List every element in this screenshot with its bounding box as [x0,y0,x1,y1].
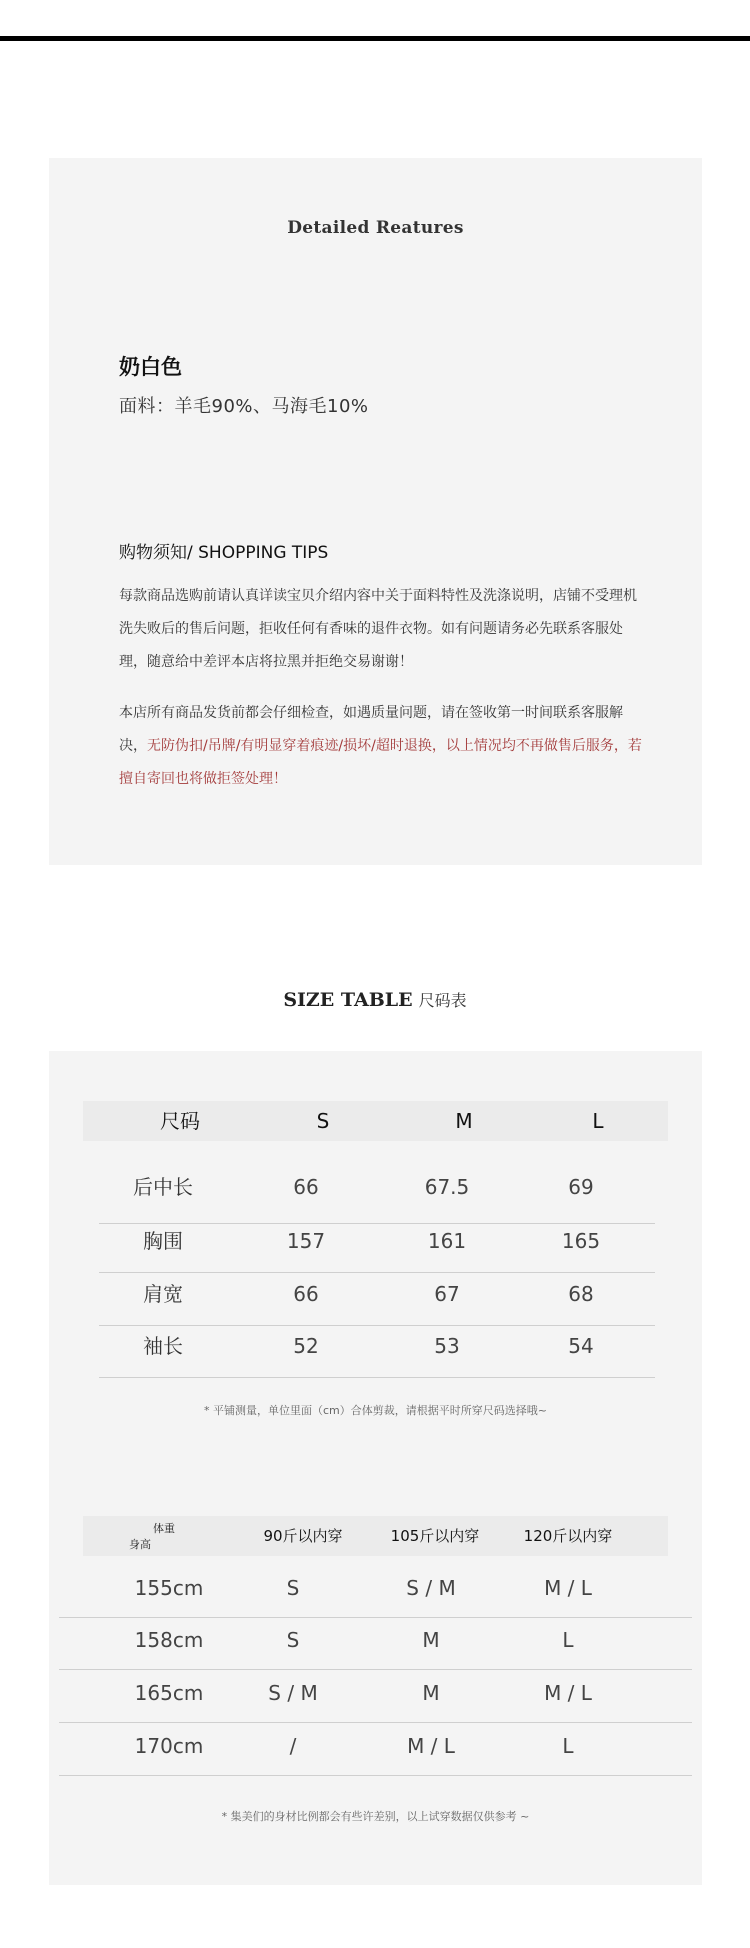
size-row-value-m: 67 [434,1282,460,1306]
size-row-value-s: 157 [286,1229,326,1253]
fit-row-height: 165cm [134,1681,204,1705]
fit-row-value-105: M / L [407,1734,455,1758]
fit-row-value-90: S [286,1576,300,1600]
product-color-name: 奶白色 [119,355,182,379]
fit-row [59,1625,692,1670]
size-measurement-note: * 平铺测量，单位里面（cm）合体剪裁，请根据平时所穿尺码选择哦~ [204,1404,547,1417]
size-header-s: S [316,1109,330,1133]
size-row-name: 后中长 [133,1175,193,1199]
fit-row-value-90: S / M [268,1681,318,1705]
fit-row-value-90: S [286,1628,300,1652]
fit-header-120: 120斤以内穿 [523,1527,613,1545]
size-row [99,1172,655,1224]
fit-header-105: 105斤以内穿 [390,1527,480,1545]
fit-header-corner [129,1520,199,1552]
details-panel [49,158,702,865]
tips-paragraph-2-warning: 无防伪扣/吊牌/有明显穿着痕迹/损坏/超时退换，以上情况均不再做售后服务，若擅自寄回也将做拒签处理！ [119,738,642,787]
size-row-value-s: 66 [293,1282,319,1306]
size-table-heading-cn: 尺码表 [418,991,467,1010]
fit-chart-header [83,1516,668,1556]
size-table-heading [0,988,750,1011]
fabric-composition: 面料：羊毛90%、马海毛10% [119,396,369,417]
tips-paragraph-2-lead: 本店所有商品发货前都会仔细检查，如遇质量问题，请在签收第一时间联系客服解决， [119,705,623,754]
fit-row-value-105: M [422,1628,440,1652]
size-chart-header [83,1101,668,1141]
fit-header-height-label: 身高 [129,1538,151,1551]
details-title: Detailed Reatures [287,218,464,238]
fit-header-90: 90斤以内穿 [263,1527,343,1545]
size-panel [49,1051,702,1885]
fit-row [59,1678,692,1723]
size-row-value-m: 161 [427,1229,467,1253]
fit-row-value-120: L [562,1628,574,1652]
size-row [99,1226,655,1273]
size-header-label: 尺码 [160,1109,200,1133]
size-row-value-m: 53 [434,1334,460,1358]
fit-reference-note: * 集美们的身材比例都会有些许差别，以上试穿数据仅供参考 ~ [221,1810,530,1823]
fit-row-value-105: M [422,1681,440,1705]
size-row-value-l: 69 [568,1175,594,1199]
top-divider-bar [0,36,750,41]
size-row-name: 肩宽 [143,1282,183,1306]
size-row-value-l: 165 [561,1229,601,1253]
fit-row-height: 170cm [134,1734,204,1758]
fit-row-value-120: M / L [544,1681,592,1705]
fit-row-value-120: M / L [544,1576,592,1600]
size-row [99,1279,655,1326]
fit-row [59,1731,692,1776]
fit-row-value-90: / [289,1734,297,1758]
fit-row [59,1573,692,1618]
shopping-tips-paragraph-2 [119,697,649,796]
size-row [99,1331,655,1378]
size-row-value-l: 68 [568,1282,594,1306]
size-header-l: L [592,1109,604,1133]
size-header-m: M [455,1109,473,1133]
size-row-value-s: 52 [293,1334,319,1358]
size-table-heading-en: SIZE TABLE [283,989,413,1011]
fit-header-weight-label: 体重 [153,1522,175,1535]
size-row-value-m: 67.5 [424,1175,470,1199]
fit-row-height: 155cm [134,1576,204,1600]
size-row-name: 胸围 [143,1229,183,1253]
size-row-name: 袖长 [143,1334,183,1358]
fit-row-value-105: S / M [406,1576,456,1600]
shopping-tips-paragraph-1: 每款商品选购前请认真详读宝贝介绍内容中关于面料特性及洗涤说明，店铺不受理机洗失败后的售后问题，拒收任何有香味的退件衣物。如有问题请务必先联系客服处理，随意给中差评本店将拉黑并拒绝交易谢谢！ [119,588,637,670]
fit-row-height: 158cm [134,1628,204,1652]
size-row-value-s: 66 [293,1175,319,1199]
size-row-value-l: 54 [568,1334,594,1358]
shopping-tips-heading: 购物须知/ SHOPPING TIPS [119,543,329,563]
fit-row-value-120: L [562,1734,574,1758]
